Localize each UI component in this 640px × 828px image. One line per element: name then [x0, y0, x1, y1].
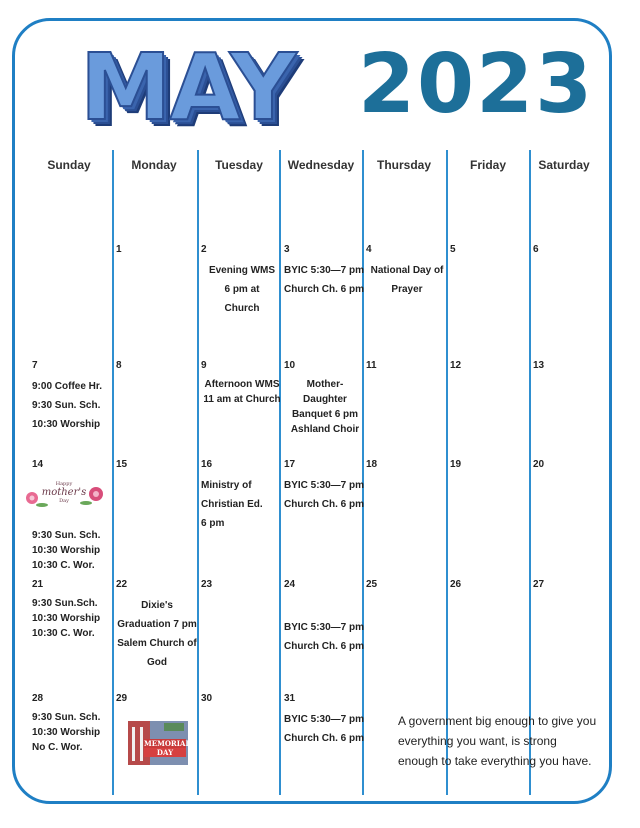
day-number: 25 — [366, 579, 378, 590]
day-number: 16 — [201, 459, 213, 470]
day-cell-3 — [284, 244, 366, 299]
day-number: 23 — [201, 579, 213, 590]
day-cell-19 — [450, 459, 532, 476]
event-text: Mother- — [306, 379, 344, 390]
event-text: 11 am at Church — [203, 394, 281, 405]
year-title: 2023 — [358, 37, 595, 132]
day-cell-21 — [32, 579, 114, 641]
day-number: 15 — [116, 459, 128, 470]
day-number: 3 — [284, 244, 290, 255]
day-number: 9 — [201, 360, 207, 371]
day-cell-14 — [32, 459, 114, 573]
event-text: Salem Church of — [117, 638, 197, 649]
day-number: 24 — [284, 579, 296, 590]
badge-text: mother's — [41, 487, 87, 498]
day-number: 17 — [284, 459, 296, 470]
badge-text: DAY — [144, 748, 186, 757]
day-cell-6 — [533, 244, 615, 261]
badge-text: Day — [59, 498, 69, 504]
event-text: BYIC 5:30—7 pm — [284, 622, 365, 633]
mothers-day-badge — [22, 481, 106, 511]
event-text: BYIC 5:30—7 pm — [284, 714, 365, 725]
event-text: BYIC 5:30—7 pm — [284, 265, 365, 276]
day-number: 21 — [32, 579, 44, 590]
event-text: Graduation 7 pm — [117, 619, 197, 630]
day-cell-22 — [116, 579, 198, 672]
day-cell-29 — [116, 693, 198, 710]
day-cell-2 — [201, 244, 283, 318]
day-number: 7 — [32, 360, 38, 371]
weekday-saturday: Saturday — [538, 158, 590, 172]
event-text: 10:30 Worship — [32, 419, 101, 430]
day-cell-27 — [533, 579, 615, 596]
event-text: Church Ch. 6 pm — [284, 499, 365, 510]
event-text: Dixie's — [141, 600, 173, 611]
event-text: 6 pm at — [224, 284, 260, 295]
event-text: Church — [224, 303, 260, 314]
weekday-monday: Monday — [131, 158, 177, 172]
day-cell-31 — [284, 693, 366, 748]
event-text: Church Ch. 6 pm — [284, 733, 365, 744]
day-cell-11 — [366, 360, 448, 377]
event-text: 10:30 C. Wor. — [32, 628, 95, 639]
event-text: 6 pm — [201, 518, 225, 529]
day-number: 26 — [450, 579, 462, 590]
day-number: 4 — [366, 244, 372, 255]
day-number: 13 — [533, 360, 545, 371]
event-text: 10:30 Worship — [32, 727, 101, 738]
event-text: Afternoon WMS — [204, 379, 280, 390]
day-cell-7 — [32, 360, 114, 434]
day-number: 8 — [116, 360, 122, 371]
event-text: 9:30 Sun.Sch. — [32, 598, 98, 609]
day-cell-13 — [533, 360, 615, 377]
badge-text: MEMORIAL — [144, 739, 191, 748]
event-text: 10:30 Worship — [32, 545, 101, 556]
event-text: 9:30 Sun. Sch. — [32, 712, 101, 723]
day-number: 19 — [450, 459, 462, 470]
day-cell-18 — [366, 459, 448, 476]
day-cell-26 — [450, 579, 532, 596]
day-number: 28 — [32, 693, 44, 704]
event-text: National Day of — [370, 265, 444, 276]
month-title: MAY — [80, 34, 295, 141]
day-cell-23 — [201, 579, 283, 596]
day-number: 27 — [533, 579, 545, 590]
event-text: 9:00 Coffee Hr. — [32, 381, 103, 392]
day-cell-30 — [201, 693, 283, 710]
day-number: 1 — [116, 244, 122, 255]
day-cell-10 — [284, 360, 366, 437]
day-cell-24 — [284, 579, 366, 656]
weekday-wednesday: Wednesday — [287, 158, 355, 172]
day-cell-1 — [116, 244, 198, 261]
day-number: 10 — [284, 360, 296, 371]
day-cell-4 — [366, 244, 448, 299]
weekday-thursday: Thursday — [376, 158, 431, 172]
day-number: 18 — [366, 459, 378, 470]
day-cell-12 — [450, 360, 532, 377]
day-number: 20 — [533, 459, 545, 470]
day-number: 6 — [533, 244, 539, 255]
quote-text: A government big enough to give you everything you want, is strong enough to take everything you have. — [398, 714, 597, 768]
day-number: 2 — [201, 244, 207, 255]
day-number: 12 — [450, 360, 462, 371]
badge-text: Happy — [55, 481, 73, 487]
day-number: 11 — [366, 360, 377, 371]
event-text: God — [147, 657, 167, 668]
day-number: 14 — [32, 459, 44, 470]
day-cell-5 — [450, 244, 532, 261]
event-text: Daughter — [303, 394, 347, 405]
event-text: 10:30 Worship — [32, 613, 101, 624]
day-cell-15 — [116, 459, 198, 476]
event-text: Prayer — [391, 284, 423, 295]
event-text: 10:30 C. Wor. — [32, 560, 95, 571]
day-number: 22 — [116, 579, 128, 590]
event-text: No C. Wor. — [32, 742, 83, 753]
event-text: Evening WMS — [208, 265, 276, 276]
event-text: Church Ch. 6 pm — [284, 641, 365, 652]
day-number: 5 — [450, 244, 456, 255]
event-text: Ashland Choir — [290, 424, 360, 435]
weekday-friday: Friday — [469, 158, 506, 172]
event-text: 9:30 Sun. Sch. — [32, 530, 101, 541]
day-cell-17 — [284, 459, 366, 514]
event-text: Banquet 6 pm — [291, 409, 359, 420]
event-text: Church Ch. 6 pm — [284, 284, 365, 295]
day-cell-25 — [366, 579, 448, 596]
day-cell-8 — [116, 360, 198, 377]
day-cell-20 — [533, 459, 615, 476]
day-number: 30 — [201, 693, 213, 704]
day-cell-9 — [201, 360, 283, 407]
event-text: Christian Ed. — [201, 499, 263, 510]
day-number: 29 — [116, 693, 128, 704]
day-cell-28 — [32, 693, 114, 755]
weekday-tuesday: Tuesday — [215, 158, 263, 172]
event-text: Ministry of — [201, 480, 252, 491]
event-text: 9:30 Sun. Sch. — [32, 400, 101, 411]
memorial-day-badge — [128, 721, 191, 765]
weekday-sunday: Sunday — [47, 158, 91, 172]
day-cell-16 — [201, 459, 283, 533]
day-number: 31 — [284, 693, 296, 704]
event-text: BYIC 5:30—7 pm — [284, 480, 365, 491]
